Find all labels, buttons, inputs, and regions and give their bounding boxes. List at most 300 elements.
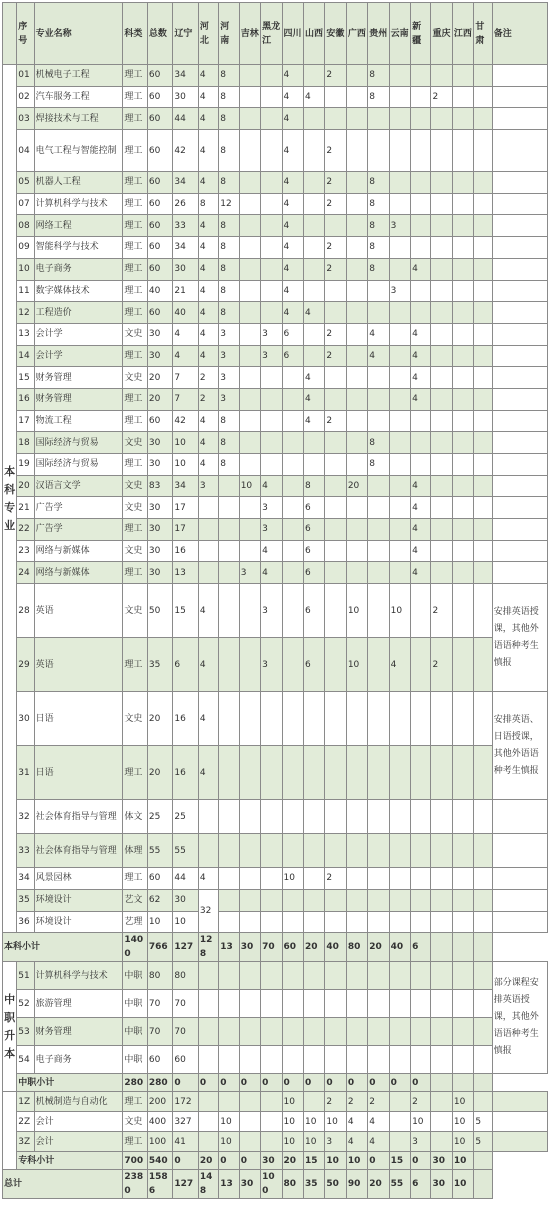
table-cell: 20 bbox=[368, 1170, 389, 1199]
table-row bbox=[3, 692, 548, 746]
table-cell bbox=[261, 746, 282, 800]
table-cell bbox=[474, 388, 492, 410]
table-cell bbox=[492, 215, 547, 237]
table-cell: 28 bbox=[17, 584, 34, 638]
table-cell bbox=[219, 1092, 239, 1112]
table-cell: 4 bbox=[346, 1112, 367, 1132]
table-cell bbox=[239, 1132, 260, 1152]
header-cell: 辽宁 bbox=[173, 3, 199, 65]
table-cell bbox=[303, 130, 324, 172]
table-cell bbox=[219, 834, 239, 868]
table-cell: 0 bbox=[411, 1074, 431, 1092]
table-cell: 766 bbox=[147, 933, 173, 962]
table-cell: 4 bbox=[282, 65, 303, 87]
table-cell: 网络与新媒体 bbox=[34, 562, 123, 584]
table-cell bbox=[431, 962, 452, 990]
table-cell: 52 bbox=[17, 990, 34, 1018]
table-cell bbox=[261, 215, 282, 237]
table-cell: 日语 bbox=[34, 746, 123, 800]
table-cell bbox=[282, 367, 303, 389]
table-cell: 理工 bbox=[123, 193, 147, 215]
table-cell: 0 bbox=[173, 1074, 199, 1092]
table-cell: 30 bbox=[147, 562, 173, 584]
table-cell bbox=[325, 962, 346, 990]
table-cell bbox=[239, 193, 260, 215]
table-cell bbox=[389, 519, 410, 541]
table-cell: 2 bbox=[346, 1092, 367, 1112]
table-cell bbox=[411, 280, 431, 302]
table-cell bbox=[474, 746, 492, 800]
table-cell bbox=[303, 1046, 324, 1074]
table-cell: 物流工程 bbox=[34, 410, 123, 432]
header-cell: 重庆 bbox=[431, 3, 452, 65]
table-cell bbox=[239, 410, 260, 432]
table-cell: 计算机科学与技术 bbox=[34, 962, 123, 990]
table-cell: 文史 bbox=[123, 367, 147, 389]
table-cell bbox=[452, 193, 473, 215]
table-cell bbox=[282, 800, 303, 834]
table-cell bbox=[219, 911, 239, 933]
table-cell: 4 bbox=[368, 1112, 389, 1132]
table-cell bbox=[474, 410, 492, 432]
table-row bbox=[3, 1132, 548, 1152]
table-cell: 环境设计 bbox=[34, 911, 123, 933]
table-cell bbox=[411, 638, 431, 692]
table-cell: 33 bbox=[17, 834, 34, 868]
table-cell: 30 bbox=[147, 432, 173, 454]
table-cell bbox=[239, 990, 260, 1018]
table-cell: 30 bbox=[261, 1152, 282, 1170]
table-cell: 12 bbox=[219, 193, 239, 215]
table-cell bbox=[474, 367, 492, 389]
table-cell: 4 bbox=[282, 108, 303, 130]
table-cell: 90 bbox=[346, 1170, 367, 1199]
table-cell: 8 bbox=[219, 86, 239, 108]
table-cell bbox=[239, 1092, 260, 1112]
table-cell bbox=[492, 889, 547, 911]
table-cell: 8 bbox=[219, 237, 239, 259]
table-cell bbox=[474, 497, 492, 519]
table-cell bbox=[282, 410, 303, 432]
table-cell bbox=[303, 990, 324, 1018]
table-cell: 理工 bbox=[123, 86, 147, 108]
table-cell: 127 bbox=[173, 1170, 199, 1199]
table-cell: 8 bbox=[368, 258, 389, 280]
table-cell bbox=[325, 911, 346, 933]
table-cell: 汉语言文学 bbox=[34, 475, 123, 497]
table-cell: 电子商务 bbox=[34, 1046, 123, 1074]
table-cell bbox=[368, 519, 389, 541]
table-cell: 10 bbox=[282, 1112, 303, 1132]
table-cell: 30 bbox=[173, 889, 199, 911]
table-cell bbox=[492, 280, 547, 302]
table-cell: 国际经济与贸易 bbox=[34, 432, 123, 454]
table-row bbox=[3, 1152, 548, 1170]
table-cell: 10 bbox=[282, 1132, 303, 1152]
table-cell bbox=[389, 1112, 410, 1132]
table-cell: 4 bbox=[198, 280, 218, 302]
table-cell bbox=[325, 86, 346, 108]
table-cell bbox=[492, 432, 547, 454]
table-cell bbox=[389, 410, 410, 432]
table-cell bbox=[474, 454, 492, 476]
table-cell bbox=[219, 889, 239, 911]
table-cell bbox=[431, 323, 452, 345]
table-cell bbox=[261, 692, 282, 746]
table-cell: 中职 bbox=[123, 1046, 147, 1074]
table-cell bbox=[282, 889, 303, 911]
table-cell: 10 bbox=[282, 1092, 303, 1112]
table-cell bbox=[492, 454, 547, 476]
table-cell: 4 bbox=[368, 345, 389, 367]
table-cell: 172 bbox=[173, 1092, 199, 1112]
table-cell bbox=[452, 302, 473, 324]
table-cell bbox=[346, 258, 367, 280]
table-cell bbox=[431, 65, 452, 87]
table-cell bbox=[492, 193, 547, 215]
table-cell: 4 bbox=[198, 323, 218, 345]
table-cell bbox=[261, 108, 282, 130]
table-cell: 20 bbox=[198, 1152, 218, 1170]
table-cell bbox=[219, 497, 239, 519]
table-cell: 35 bbox=[17, 889, 34, 911]
table-cell: 22 bbox=[17, 519, 34, 541]
table-cell bbox=[346, 237, 367, 259]
table-cell bbox=[411, 172, 431, 194]
table-cell: 4 bbox=[198, 258, 218, 280]
table-cell bbox=[474, 834, 492, 868]
table-cell bbox=[282, 475, 303, 497]
table-cell bbox=[411, 584, 431, 638]
table-cell: 30 bbox=[17, 692, 34, 746]
table-cell bbox=[492, 800, 547, 834]
table-cell: 理工 bbox=[123, 172, 147, 194]
table-cell: 30 bbox=[431, 1170, 452, 1199]
table-cell: 8 bbox=[219, 258, 239, 280]
enrollment-table bbox=[2, 2, 548, 1199]
table-cell bbox=[325, 990, 346, 1018]
table-cell bbox=[411, 65, 431, 87]
table-cell: 0 bbox=[219, 1074, 239, 1092]
table-cell bbox=[411, 215, 431, 237]
table-cell bbox=[346, 367, 367, 389]
table-cell bbox=[239, 367, 260, 389]
table-cell: 4 bbox=[303, 388, 324, 410]
table-cell bbox=[346, 868, 367, 890]
table-cell bbox=[411, 746, 431, 800]
table-cell: 4 bbox=[282, 237, 303, 259]
table-cell: 0 bbox=[261, 1074, 282, 1092]
table-cell: 30 bbox=[173, 86, 199, 108]
table-cell: 20 bbox=[147, 367, 173, 389]
table-cell: 4 bbox=[303, 410, 324, 432]
table-cell: 10 bbox=[346, 584, 367, 638]
table-cell bbox=[261, 302, 282, 324]
table-cell bbox=[389, 911, 410, 933]
table-cell: 理工 bbox=[123, 638, 147, 692]
table-cell bbox=[411, 130, 431, 172]
table-cell: 理工 bbox=[123, 345, 147, 367]
table-row bbox=[3, 1046, 548, 1074]
table-cell: 30 bbox=[173, 258, 199, 280]
table-row bbox=[3, 834, 548, 868]
table-cell: 44 bbox=[173, 868, 199, 890]
table-cell: 理工 bbox=[123, 1092, 147, 1112]
table-cell: 10 bbox=[452, 1092, 473, 1112]
header-cell: 广西 bbox=[346, 3, 367, 65]
table-cell bbox=[411, 962, 431, 990]
table-cell bbox=[261, 237, 282, 259]
table-cell: 3 bbox=[219, 323, 239, 345]
table-cell: 财务管理 bbox=[34, 1018, 123, 1046]
table-cell: 英语 bbox=[34, 584, 123, 638]
table-cell: 540 bbox=[147, 1152, 173, 1170]
table-cell bbox=[492, 475, 547, 497]
table-cell bbox=[431, 193, 452, 215]
table-cell: 51 bbox=[17, 962, 34, 990]
table-cell bbox=[389, 562, 410, 584]
table-cell bbox=[261, 962, 282, 990]
table-cell: 60 bbox=[147, 65, 173, 87]
table-cell bbox=[346, 1018, 367, 1046]
table-cell: 文史 bbox=[123, 692, 147, 746]
table-cell bbox=[198, 1132, 218, 1152]
table-cell bbox=[346, 130, 367, 172]
table-cell bbox=[411, 911, 431, 933]
table-cell bbox=[261, 410, 282, 432]
table-cell bbox=[431, 800, 452, 834]
table-cell bbox=[198, 1092, 218, 1112]
table-cell bbox=[474, 519, 492, 541]
table-cell bbox=[303, 868, 324, 890]
table-cell bbox=[452, 237, 473, 259]
header-cell: 新疆 bbox=[411, 3, 431, 65]
table-cell bbox=[431, 911, 452, 933]
table-cell: 60 bbox=[147, 172, 173, 194]
table-cell: 3 bbox=[198, 475, 218, 497]
table-cell bbox=[282, 540, 303, 562]
table-cell bbox=[325, 800, 346, 834]
table-cell: 理工 bbox=[123, 302, 147, 324]
table-cell bbox=[368, 692, 389, 746]
table-row bbox=[3, 280, 548, 302]
table-cell bbox=[346, 388, 367, 410]
table-cell bbox=[261, 172, 282, 194]
table-cell: 100 bbox=[147, 1132, 173, 1152]
table-cell: 4 bbox=[411, 562, 431, 584]
table-cell bbox=[198, 562, 218, 584]
table-cell bbox=[389, 868, 410, 890]
table-cell bbox=[474, 193, 492, 215]
table-cell: 汽车服务工程 bbox=[34, 86, 123, 108]
table-cell bbox=[474, 692, 492, 746]
table-cell: 理工 bbox=[123, 519, 147, 541]
table-cell: 4 bbox=[282, 302, 303, 324]
table-cell: 4 bbox=[368, 1132, 389, 1152]
table-cell: 文史 bbox=[123, 540, 147, 562]
table-cell bbox=[431, 1018, 452, 1046]
table-cell: 2 bbox=[325, 323, 346, 345]
table-cell bbox=[389, 172, 410, 194]
table-cell bbox=[452, 800, 473, 834]
table-cell: 理工 bbox=[123, 108, 147, 130]
header-cell: 云南 bbox=[389, 3, 410, 65]
header-cell: 安徽 bbox=[325, 3, 346, 65]
table-cell: 11 bbox=[17, 280, 34, 302]
table-cell: 2 bbox=[368, 1092, 389, 1112]
table-cell: 国际经济与贸易 bbox=[34, 454, 123, 476]
table-cell bbox=[325, 889, 346, 911]
table-cell: 34 bbox=[173, 237, 199, 259]
table-cell: 10 bbox=[219, 1112, 239, 1132]
table-cell bbox=[431, 1092, 452, 1112]
table-cell bbox=[282, 519, 303, 541]
table-cell bbox=[411, 889, 431, 911]
table-cell: 10 bbox=[452, 1112, 473, 1132]
table-cell: 10 bbox=[17, 258, 34, 280]
table-cell: 4 bbox=[198, 65, 218, 87]
table-cell bbox=[492, 130, 547, 172]
table-cell: 8 bbox=[219, 280, 239, 302]
table-cell bbox=[368, 108, 389, 130]
table-cell bbox=[239, 497, 260, 519]
table-cell: 智能科学与技术 bbox=[34, 237, 123, 259]
table-cell: 3 bbox=[411, 1132, 431, 1152]
table-cell bbox=[346, 108, 367, 130]
table-cell bbox=[452, 519, 473, 541]
category-label: 本科专业 bbox=[3, 65, 17, 933]
table-cell bbox=[239, 280, 260, 302]
table-cell bbox=[452, 432, 473, 454]
table-cell bbox=[492, 345, 547, 367]
table-cell bbox=[303, 237, 324, 259]
table-cell bbox=[492, 86, 547, 108]
table-cell: 会计 bbox=[34, 1132, 123, 1152]
table-row bbox=[3, 962, 548, 990]
header-cell: 甘肃 bbox=[474, 3, 492, 65]
header-cell: 贵州 bbox=[368, 3, 389, 65]
table-cell bbox=[239, 388, 260, 410]
table-cell bbox=[389, 237, 410, 259]
table-cell bbox=[452, 584, 473, 638]
table-cell bbox=[239, 746, 260, 800]
table-cell: 60 bbox=[173, 1046, 199, 1074]
table-cell: 4 bbox=[368, 323, 389, 345]
table-cell: 理工 bbox=[123, 215, 147, 237]
table-cell bbox=[303, 258, 324, 280]
table-cell: 327 bbox=[173, 1112, 199, 1132]
table-cell bbox=[411, 302, 431, 324]
table-cell bbox=[282, 454, 303, 476]
table-cell: 1400 bbox=[123, 933, 147, 962]
table-cell bbox=[346, 432, 367, 454]
table-cell: 2 bbox=[325, 237, 346, 259]
table-cell: 理工 bbox=[123, 130, 147, 172]
table-cell bbox=[282, 562, 303, 584]
table-cell bbox=[346, 746, 367, 800]
table-cell bbox=[474, 584, 492, 638]
table-cell bbox=[431, 1074, 452, 1092]
table-cell: 4 bbox=[261, 540, 282, 562]
table-cell bbox=[368, 746, 389, 800]
header-cell: 四川 bbox=[282, 3, 303, 65]
table-cell: 2Z bbox=[17, 1112, 34, 1132]
table-cell: 网络工程 bbox=[34, 215, 123, 237]
table-cell bbox=[452, 108, 473, 130]
table-cell bbox=[239, 834, 260, 868]
table-cell bbox=[239, 800, 260, 834]
table-cell bbox=[261, 990, 282, 1018]
table-cell: 55 bbox=[173, 834, 199, 868]
table-cell: 4 bbox=[282, 172, 303, 194]
table-cell: 6 bbox=[282, 345, 303, 367]
table-cell: 10 bbox=[303, 1112, 324, 1132]
table-cell bbox=[492, 258, 547, 280]
table-cell bbox=[474, 1092, 492, 1112]
table-row bbox=[3, 130, 548, 172]
header-row bbox=[3, 3, 548, 65]
table-cell: 23 bbox=[17, 540, 34, 562]
table-cell bbox=[411, 990, 431, 1018]
table-cell bbox=[3, 1092, 17, 1170]
table-row bbox=[3, 562, 548, 584]
table-cell bbox=[261, 834, 282, 868]
table-cell: 70 bbox=[147, 990, 173, 1018]
table-cell bbox=[219, 1018, 239, 1046]
table-cell: 4 bbox=[198, 130, 218, 172]
table-cell: 4 bbox=[198, 454, 218, 476]
table-cell: 10 bbox=[173, 432, 199, 454]
table-cell: 34 bbox=[17, 868, 34, 890]
table-cell: 14 bbox=[17, 345, 34, 367]
table-cell bbox=[219, 475, 239, 497]
table-cell: 40 bbox=[173, 302, 199, 324]
table-cell: 10 bbox=[303, 1132, 324, 1152]
subtotal-label: 专科小计 bbox=[17, 1152, 123, 1170]
table-cell: 12 bbox=[17, 302, 34, 324]
table-cell bbox=[346, 519, 367, 541]
table-cell: 02 bbox=[17, 86, 34, 108]
table-cell: 4 bbox=[411, 258, 431, 280]
table-cell bbox=[239, 911, 260, 933]
table-cell bbox=[239, 302, 260, 324]
table-cell bbox=[239, 1046, 260, 1074]
table-cell: 8 bbox=[219, 302, 239, 324]
table-cell bbox=[431, 562, 452, 584]
table-cell bbox=[239, 65, 260, 87]
table-cell bbox=[239, 868, 260, 890]
table-cell: 3 bbox=[261, 497, 282, 519]
table-cell: 2 bbox=[325, 410, 346, 432]
table-cell bbox=[325, 1046, 346, 1074]
table-row bbox=[3, 1018, 548, 1046]
table-cell bbox=[368, 889, 389, 911]
table-cell bbox=[261, 454, 282, 476]
table-cell bbox=[219, 562, 239, 584]
table-cell: 理工 bbox=[123, 454, 147, 476]
note-cell: 部分课程安排英语授课，其他外语语种考生慎报 bbox=[492, 962, 547, 1074]
table-cell: 4 bbox=[411, 345, 431, 367]
table-cell: 40 bbox=[325, 933, 346, 962]
table-row bbox=[3, 519, 548, 541]
table-cell: 文史 bbox=[123, 1112, 147, 1132]
table-cell bbox=[198, 519, 218, 541]
table-cell bbox=[452, 638, 473, 692]
table-cell: 128 bbox=[198, 933, 218, 962]
table-cell: 0 bbox=[282, 1074, 303, 1092]
table-cell: 8 bbox=[303, 475, 324, 497]
table-cell bbox=[368, 962, 389, 990]
